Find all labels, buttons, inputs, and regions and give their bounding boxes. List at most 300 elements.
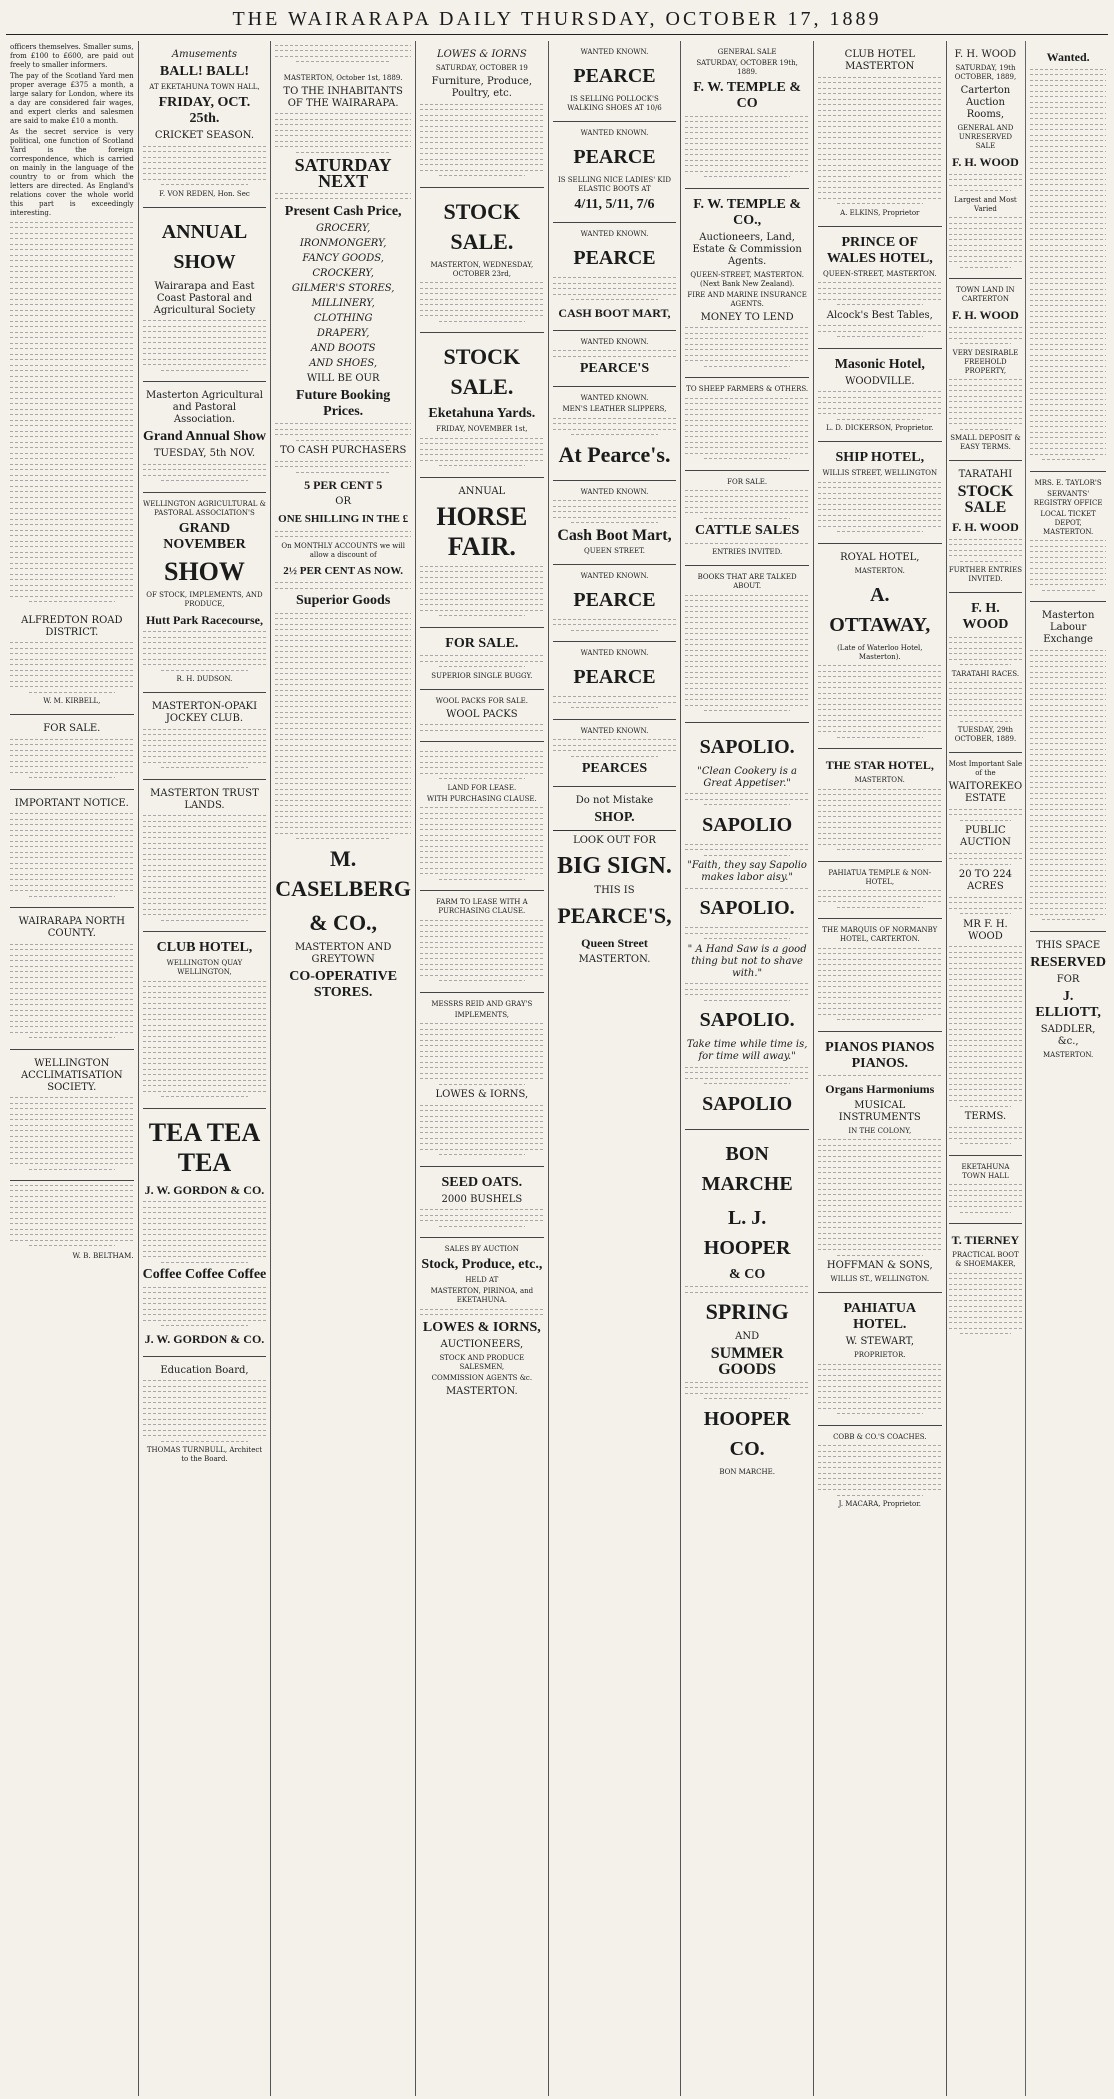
type-line <box>818 1489 942 1490</box>
ad-subhead: MASTERTON AND GREYTOWN <box>294 941 392 965</box>
type-line <box>420 577 544 578</box>
type-line <box>29 777 116 778</box>
type-line <box>704 1398 791 1399</box>
type-line <box>1030 804 1106 805</box>
ad-pearce-3 <box>553 223 677 331</box>
type-line <box>143 1251 267 1252</box>
type-line <box>10 1223 134 1224</box>
ad-headline: FOR SALE. <box>445 635 519 651</box>
ad-text <box>143 320 267 371</box>
type-line <box>685 154 809 155</box>
type-line <box>143 1207 267 1208</box>
type-line <box>10 977 134 978</box>
type-line <box>1030 91 1106 92</box>
type-line <box>143 821 267 822</box>
type-line <box>10 453 134 454</box>
ad-headline: PIANOS PIANOS PIANOS. <box>825 1039 935 1071</box>
type-line <box>1030 688 1106 689</box>
type-line <box>143 1025 267 1026</box>
type-line <box>275 679 411 680</box>
ad-headline: STOCK SALE. <box>443 198 521 254</box>
ad-text <box>420 1105 544 1156</box>
type-line <box>818 325 942 326</box>
ad-sheep-farmers <box>685 378 809 471</box>
type-line <box>949 418 1023 419</box>
column-6 <box>681 41 814 2096</box>
type-line <box>420 936 544 937</box>
ad-text <box>685 1382 809 1400</box>
type-line <box>818 402 942 403</box>
type-line <box>10 585 134 586</box>
type-line <box>818 121 942 122</box>
ad-heading: WANTED KNOWN. <box>580 571 649 580</box>
type-line <box>10 1103 134 1104</box>
type-line <box>1030 278 1106 279</box>
type-line <box>143 353 267 354</box>
type-line <box>10 299 134 300</box>
type-line <box>1030 201 1106 202</box>
ad-lowes-sale <box>420 41 544 188</box>
ad-headline: SHOP. <box>594 810 635 825</box>
type-line <box>818 88 942 89</box>
type-line <box>143 348 267 349</box>
type-line <box>818 1462 942 1463</box>
type-line <box>420 942 544 943</box>
type-line <box>420 1067 544 1068</box>
type-line <box>275 646 411 647</box>
type-line <box>275 761 411 762</box>
type-line <box>949 902 1023 903</box>
type-line <box>420 751 544 752</box>
ad-headline: Stock, Produce, etc., <box>421 1257 543 1272</box>
type-line <box>143 364 267 365</box>
type-line <box>818 198 942 199</box>
ad-text <box>143 1287 267 1327</box>
type-line <box>10 999 134 1000</box>
type-line <box>10 354 134 355</box>
ad-text <box>818 1364 942 1415</box>
type-line <box>1030 837 1106 838</box>
type-line <box>29 1245 116 1246</box>
type-line <box>1030 184 1106 185</box>
type-line <box>818 137 942 138</box>
ad-subhead: W. STEWART, <box>845 1336 915 1347</box>
type-line <box>1030 881 1106 882</box>
type-line <box>818 115 942 116</box>
ad-text <box>818 1139 942 1256</box>
ad-heading: LOWES & IORNS <box>436 49 527 60</box>
type-line <box>420 1056 544 1057</box>
type-line <box>837 737 924 738</box>
notice-text <box>10 813 134 897</box>
type-line <box>949 1089 1023 1090</box>
type-line <box>949 401 1023 402</box>
type-line <box>1030 853 1106 854</box>
type-line <box>949 245 1023 246</box>
ad-text: SERVANTS' REGISTRY OFFICE <box>1033 489 1103 507</box>
type-line <box>818 1194 942 1195</box>
type-line <box>949 1278 1023 1279</box>
type-line <box>949 682 1023 683</box>
type-line <box>818 1211 942 1212</box>
ad-subhead: TARATAHI <box>958 469 1013 480</box>
type-line <box>818 282 942 283</box>
ad-quote: Take time while time is, for time will away." <box>686 1039 808 1062</box>
type-line <box>420 104 544 105</box>
notice-for-sale <box>10 715 134 790</box>
ad-text <box>685 327 809 367</box>
type-line <box>1030 261 1106 262</box>
ad-heading: WANTED KNOWN. <box>580 726 649 735</box>
type-line <box>1030 815 1106 816</box>
type-line <box>818 1161 942 1162</box>
type-line <box>1030 655 1106 656</box>
type-line <box>818 827 942 828</box>
ad-text <box>685 490 809 519</box>
type-line <box>949 1007 1023 1008</box>
type-line <box>553 619 677 620</box>
type-line <box>818 288 942 289</box>
ad-text: WILL BE OUR <box>306 372 380 384</box>
ad-pearce-4 <box>553 331 677 388</box>
type-line <box>818 487 942 488</box>
type-line <box>10 846 134 847</box>
ad-headline: A. OTTAWAY, <box>829 583 931 636</box>
ad-subhead: MUSICAL INSTRUMENTS <box>838 1099 921 1123</box>
type-line <box>818 822 942 823</box>
type-line <box>685 414 809 415</box>
type-line <box>818 77 942 78</box>
ad-heading: GENERAL SALE <box>717 48 777 56</box>
type-line <box>818 731 942 732</box>
columns <box>6 41 1108 2096</box>
type-line <box>420 449 544 450</box>
type-line <box>1030 140 1106 141</box>
ad-pianos <box>818 1032 942 1294</box>
type-line <box>275 728 411 729</box>
article-text <box>275 45 411 63</box>
type-line <box>143 326 267 327</box>
type-line <box>818 1380 942 1381</box>
type-line <box>818 1473 942 1474</box>
type-line <box>275 745 411 746</box>
ad-labour-exchange <box>1030 602 1106 932</box>
ad-text <box>143 146 267 186</box>
type-line <box>143 1430 267 1431</box>
type-line <box>143 151 267 152</box>
type-line <box>420 460 544 461</box>
notice-text <box>10 739 134 779</box>
type-line <box>143 876 267 877</box>
type-line <box>420 1073 544 1074</box>
type-line <box>420 293 544 294</box>
type-line <box>949 1012 1023 1013</box>
ad-seed-oats <box>420 1167 544 1239</box>
type-line <box>10 563 134 564</box>
ad-headline: F. H. WOOD <box>954 49 1017 60</box>
ad-text <box>420 655 544 667</box>
ad-text: WELLINGTON QUAY WELLINGTON, <box>166 959 243 976</box>
type-line <box>420 109 544 110</box>
type-line <box>1030 870 1106 871</box>
type-line <box>1030 557 1106 558</box>
type-line <box>10 464 134 465</box>
type-line <box>143 1386 267 1387</box>
type-line <box>29 896 116 897</box>
ad-waitorekeo <box>949 753 1023 1156</box>
type-line <box>553 283 677 284</box>
ad-text <box>949 1273 1023 1335</box>
type-line <box>553 702 677 703</box>
type-line <box>420 661 544 662</box>
type-line <box>818 975 942 976</box>
type-line <box>420 767 544 768</box>
ad-headline: Coffee Coffee Coffee <box>142 1267 267 1282</box>
type-line <box>420 835 544 836</box>
type-line <box>818 992 942 993</box>
type-line <box>837 1413 924 1414</box>
type-line <box>949 1284 1023 1285</box>
type-line <box>1030 124 1106 125</box>
type-line <box>818 789 942 790</box>
type-line <box>949 228 1023 229</box>
type-line <box>949 1273 1023 1274</box>
type-line <box>818 715 942 716</box>
type-line <box>571 299 658 300</box>
type-line <box>420 857 544 858</box>
type-line <box>143 832 267 833</box>
type-line <box>837 1255 924 1256</box>
ad-text <box>420 920 544 982</box>
type-line <box>1030 80 1106 81</box>
type-line <box>420 1209 544 1210</box>
notice-heading: FOR SALE. <box>43 723 101 734</box>
type-line <box>10 1196 134 1197</box>
type-line <box>685 496 809 497</box>
type-line <box>949 648 1023 649</box>
type-line <box>420 818 544 819</box>
type-line <box>818 1227 942 1228</box>
type-line <box>685 655 809 656</box>
type-line <box>1030 366 1106 367</box>
type-line <box>1030 562 1106 563</box>
type-line <box>1030 432 1106 433</box>
type-line <box>1030 256 1106 257</box>
type-line <box>685 633 809 634</box>
type-line <box>10 574 134 575</box>
ad-text <box>553 350 677 357</box>
type-line <box>10 885 134 886</box>
type-line <box>143 179 267 180</box>
type-line <box>143 898 267 899</box>
type-line <box>685 442 809 443</box>
type-line <box>1030 388 1106 389</box>
type-line <box>685 1072 809 1073</box>
ad-text <box>818 282 942 305</box>
ad-heading: SALES BY AUCTION <box>444 1245 519 1253</box>
ad-headline: CATTLE SALES <box>694 523 800 538</box>
type-line <box>1030 300 1106 301</box>
type-line <box>275 767 411 768</box>
ad-marquis <box>818 919 942 1032</box>
ad-headline: ANNUAL SHOW <box>161 220 248 273</box>
type-line <box>818 970 942 971</box>
type-line <box>275 712 411 713</box>
ad-text: PRACTICAL BOOT & SHOEMAKER, <box>952 1251 1019 1268</box>
type-line <box>439 1226 526 1227</box>
type-line <box>685 644 809 645</box>
type-line <box>420 1105 544 1106</box>
ad-heading: WOOL PACKS FOR SALE. <box>435 696 528 705</box>
type-line <box>949 637 1023 638</box>
ad-text <box>275 423 411 441</box>
ad-headline: SAPOLIO. <box>699 897 795 919</box>
notice-acclimatisation <box>10 1050 134 1182</box>
ad-signature: R. H. DUDSON. <box>176 675 233 683</box>
type-line <box>143 1063 267 1064</box>
ad-signature: L. D. DICKERSON, Proprietor. <box>826 424 934 432</box>
type-line <box>685 1067 809 1068</box>
type-line <box>837 531 924 532</box>
ad-headline: Future Booking Prices. <box>296 387 391 419</box>
ad-pearce-5 <box>553 387 677 481</box>
ad-text <box>949 379 1023 430</box>
type-line <box>275 827 411 828</box>
type-line <box>553 745 677 746</box>
ad-headline: SAPOLIO. <box>699 1009 795 1031</box>
goods-list <box>275 223 411 370</box>
ad-subhead: 2000 BUSHELS <box>441 1193 523 1205</box>
type-line <box>275 193 411 194</box>
type-line <box>10 988 134 989</box>
ad-text <box>818 665 942 738</box>
type-line <box>143 1008 267 1009</box>
type-line <box>275 56 411 57</box>
type-line <box>818 104 942 105</box>
ad-text: IS SELLING NICE LADIES' KID ELASTIC BOOTS AT <box>557 176 671 193</box>
type-line <box>818 293 942 294</box>
ad-subhead: AUCTIONEERS, <box>440 1338 524 1350</box>
type-line <box>685 927 809 928</box>
type-line <box>818 953 942 954</box>
type-line <box>10 222 134 223</box>
ad-buggy <box>420 628 544 690</box>
type-line <box>949 653 1023 654</box>
type-line <box>10 1218 134 1219</box>
ad-headline: Masterton Labour Exchange <box>1041 610 1095 645</box>
type-line <box>10 949 134 950</box>
type-line <box>143 1036 267 1037</box>
type-line <box>1030 540 1106 541</box>
ad-headline: PEARCE <box>573 65 656 87</box>
type-line <box>420 1051 544 1052</box>
ad-subhead: TO THE INHABITANTS OF THE WAIRARAPA. <box>283 85 403 109</box>
type-line <box>553 696 677 697</box>
type-line <box>143 729 267 730</box>
type-line <box>818 726 942 727</box>
type-line <box>143 331 267 332</box>
type-line <box>818 901 942 902</box>
type-line <box>818 1456 942 1457</box>
type-line <box>420 1143 544 1144</box>
type-line <box>143 1014 267 1015</box>
type-line <box>420 1116 544 1117</box>
type-line <box>685 149 809 150</box>
type-line <box>10 1130 134 1131</box>
ad-text <box>685 543 809 544</box>
ad-text: MASTERTON. <box>1042 1050 1094 1059</box>
ad-heading: COBB & CO.'S COACHES. <box>833 1432 927 1441</box>
ad-text <box>143 981 267 1098</box>
type-line <box>143 843 267 844</box>
type-line <box>1030 749 1106 750</box>
ad-subhead: MASTERTON. <box>445 1385 518 1397</box>
type-line <box>10 486 134 487</box>
type-line <box>10 944 134 945</box>
type-line <box>10 376 134 377</box>
type-line <box>420 588 544 589</box>
ad-text <box>818 325 942 337</box>
type-line <box>1030 579 1106 580</box>
type-line <box>818 805 942 806</box>
type-line <box>1030 710 1106 711</box>
article-paragraph: officers themselves. Smaller sums, from £100 to £600, are paid out freely to smaller informers. <box>10 43 134 69</box>
type-line <box>704 710 791 711</box>
type-line <box>275 113 411 114</box>
type-line <box>10 857 134 858</box>
ad-headline: SAPOLIO <box>702 813 793 836</box>
ad-subhead: CASH BOOT MART, <box>558 305 671 320</box>
notice-heading: IMPORTANT NOTICE. <box>14 797 129 809</box>
ad-subhead: THIS SPACE <box>1036 939 1101 951</box>
ad-text <box>420 724 544 731</box>
type-line <box>1030 250 1106 251</box>
ad-subhead: MONEY TO LEND <box>700 311 794 323</box>
type-line <box>1030 173 1106 174</box>
type-line <box>949 990 1023 991</box>
type-line <box>685 327 809 328</box>
ad-headline: MASTERTON TRUST LANDS. <box>150 787 259 811</box>
type-line <box>949 957 1023 958</box>
type-line <box>10 681 134 682</box>
type-line <box>143 734 267 735</box>
type-line <box>296 440 391 441</box>
ad-text <box>949 853 1023 865</box>
type-line <box>10 475 134 476</box>
ad-books <box>685 566 809 723</box>
ad-subhead: Alcock's Best Tables, <box>826 309 933 321</box>
ad-text: MASTERTON. <box>854 566 905 575</box>
type-line <box>10 1010 134 1011</box>
column-8a <box>949 41 1027 2096</box>
type-line <box>818 1364 942 1365</box>
ad-trust-lands <box>143 780 267 933</box>
type-line <box>685 160 809 161</box>
type-line <box>553 418 677 419</box>
type-line <box>161 920 248 921</box>
ad-text <box>949 809 1023 821</box>
type-line <box>685 650 809 651</box>
type-line <box>685 333 809 334</box>
type-line <box>818 844 942 845</box>
type-line <box>949 1051 1023 1052</box>
type-line <box>685 699 809 700</box>
type-line <box>685 420 809 421</box>
ad-pearce-2 <box>553 122 677 223</box>
type-line <box>818 176 942 177</box>
goods-item: FANCY GOODS, <box>302 252 384 264</box>
type-line <box>420 953 544 954</box>
